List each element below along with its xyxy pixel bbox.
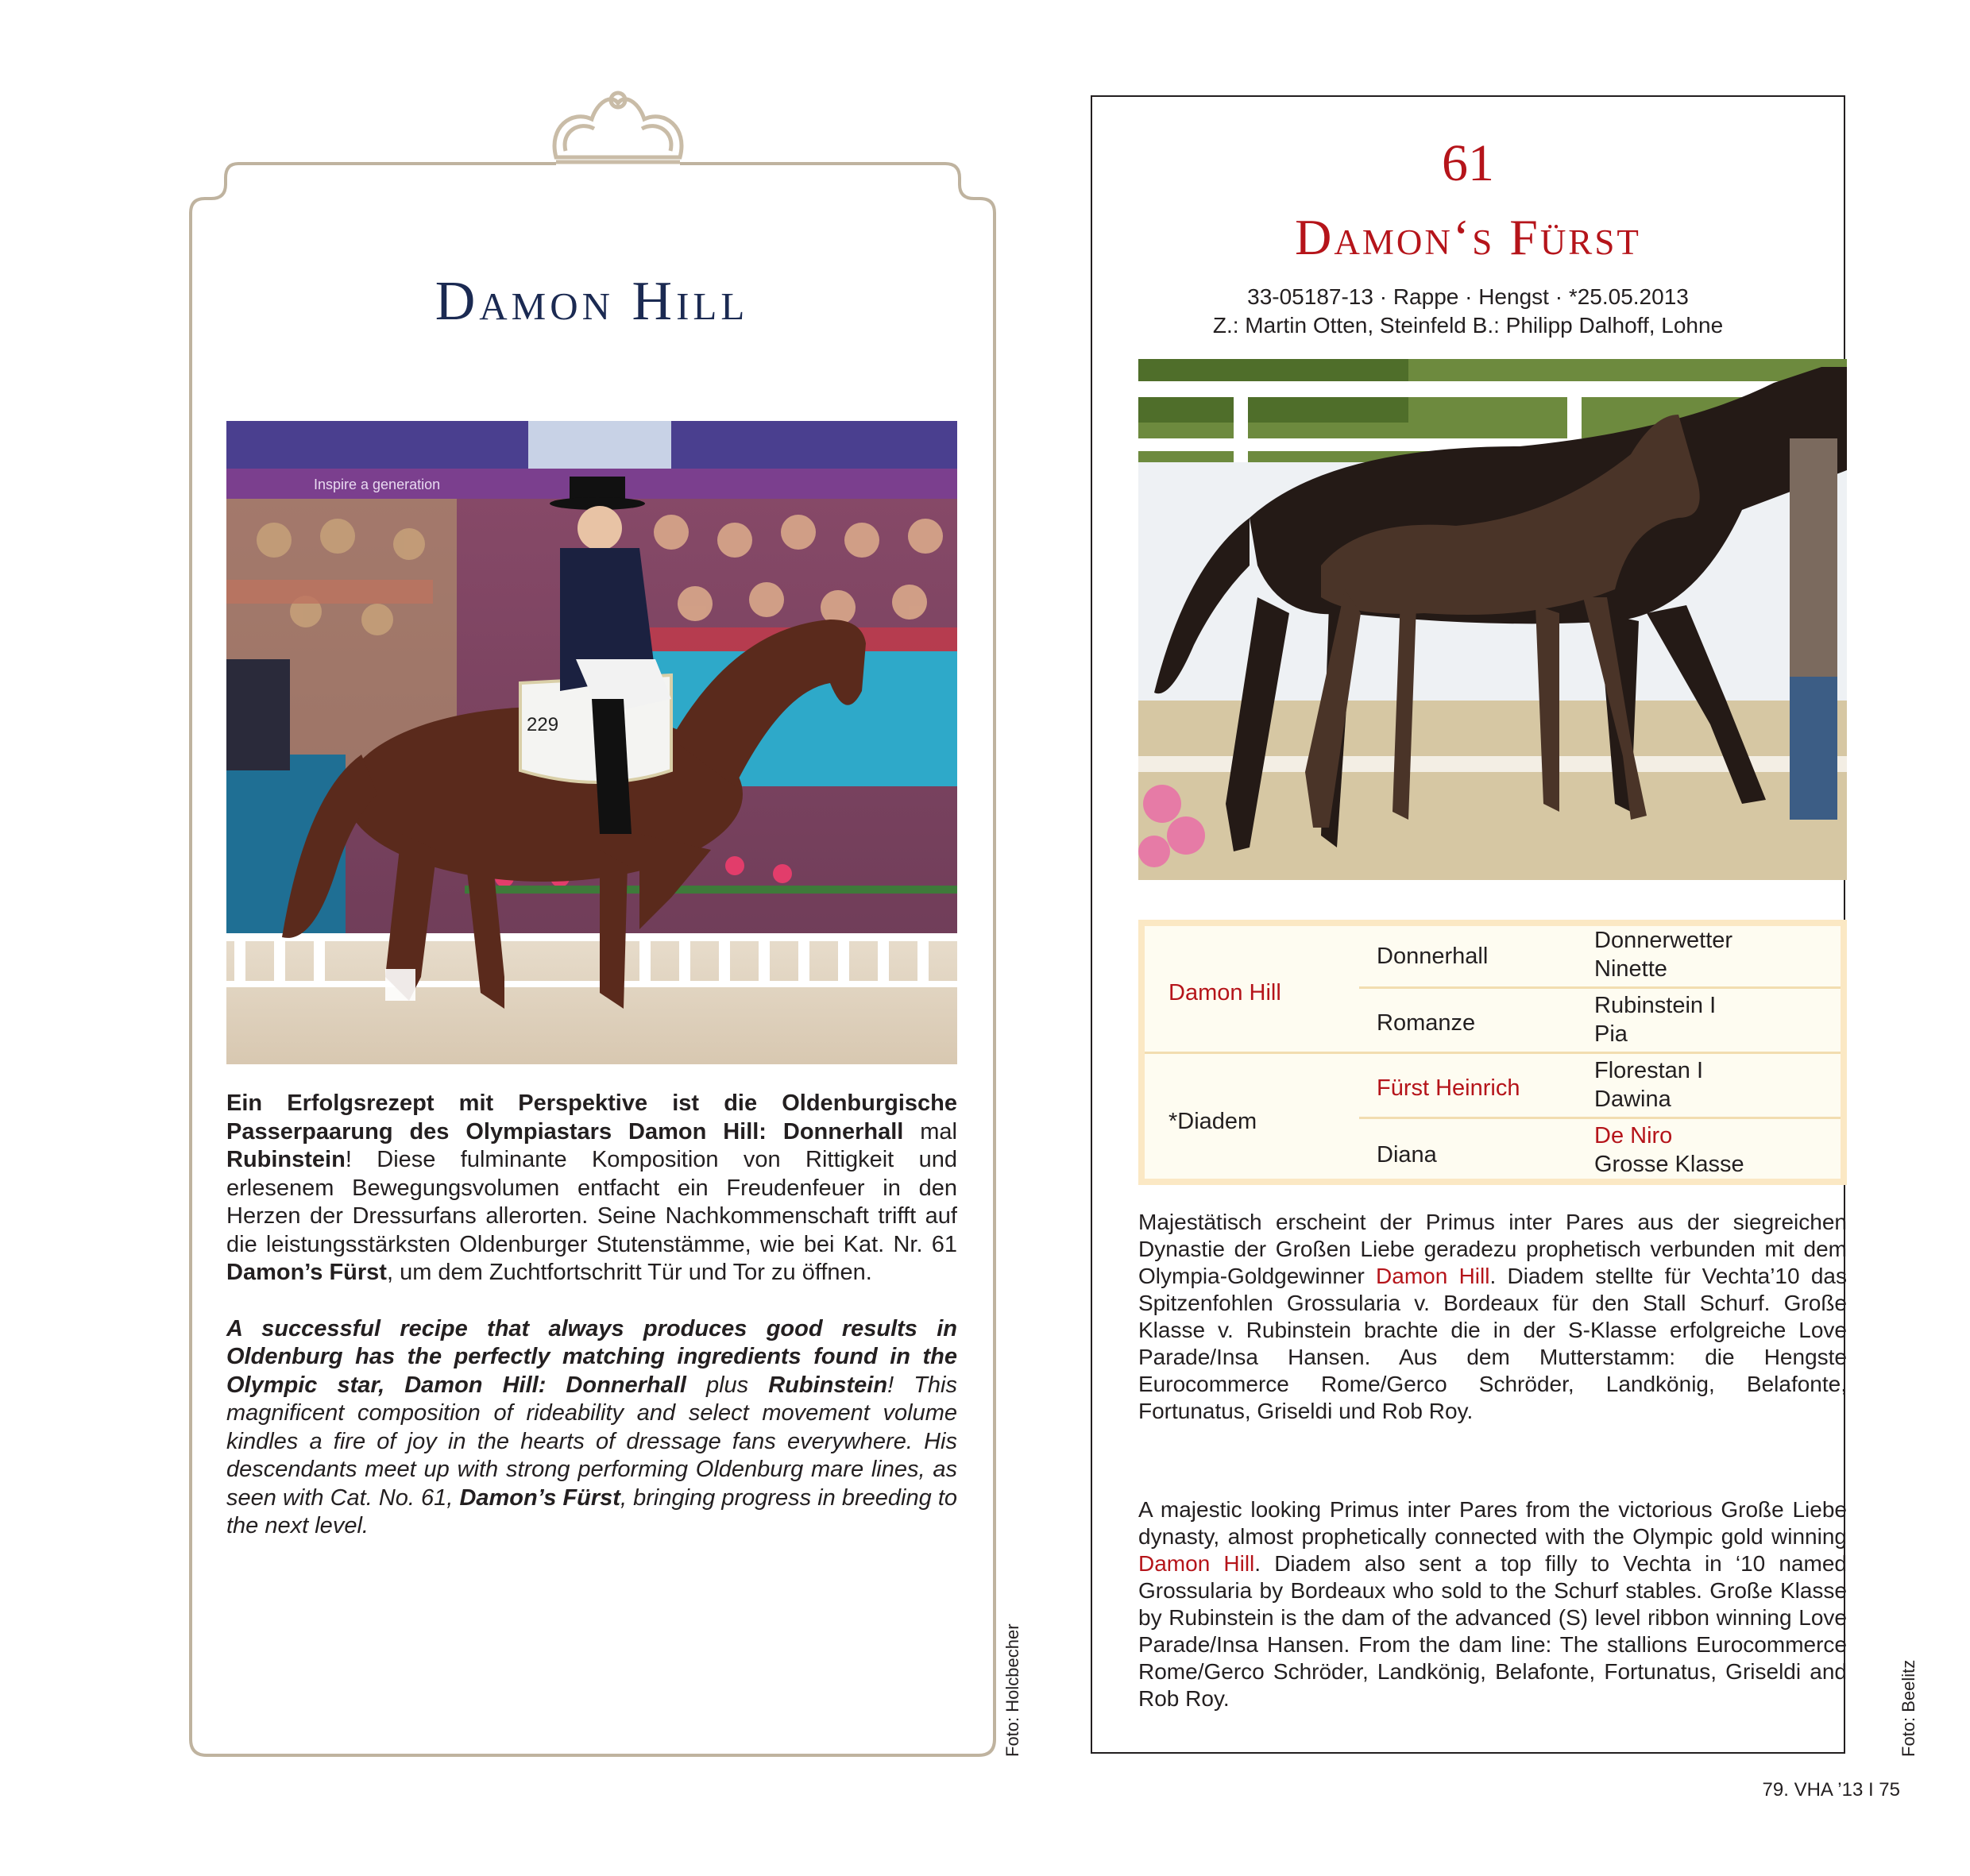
left-body-text xyxy=(226,1090,957,1541)
pedigree-dam: *Diadem xyxy=(1168,1109,1257,1134)
pedigree-table xyxy=(1138,920,1847,1185)
pedigree-sd: Romanze xyxy=(1377,1010,1476,1036)
pedigree-dds: De Niro xyxy=(1594,1123,1673,1148)
right-photo-credit: Foto: Beelitz xyxy=(1899,1659,1918,1757)
page-folio: 79. VHA ’13 I 75 xyxy=(1762,1779,1900,1801)
horse-title: Damon‘s Fürst xyxy=(1295,209,1641,265)
pedigree-ddd: Grosse Klasse xyxy=(1594,1152,1744,1177)
dressage-photo xyxy=(226,421,957,1064)
pedigree-sire: Damon Hill xyxy=(1168,980,1281,1006)
right-german-paragraph: Majestätisch erscheint der Primus inter Pares aus der siegreichen Dynastie der Großen Liebe geradezu prophetisch verbunden mit dem Olympia-Goldgewinner Damon Hill. Diadem stellte für Vechta’10 das Spitzenfohlen Grossularia v. Bordeaux für den Stall Schurf. Große Klasse v. Rubinstein brachte die in der S-Klasse erfolgreiche Love Parade/Insa Hansen. Aus dem Mutterstamm: die Hengste Eurocommerce Rome/Gerco Schröder, Landkönig, Belafonte, Fortunatus, Griseldi und Rob Roy. xyxy=(1138,1210,1847,1423)
pedigree-dd: Diana xyxy=(1377,1142,1437,1168)
pedigree-ss: Donnerhall xyxy=(1377,944,1489,969)
pedigree-sss: Donnerwetter xyxy=(1594,928,1733,953)
pedigree-sds: Rubinstein I xyxy=(1594,993,1717,1018)
pedigree-sdd: Pia xyxy=(1594,1021,1628,1047)
lot-number: 61 xyxy=(1442,134,1494,192)
pedigree-ds: Fürst Heinrich xyxy=(1377,1075,1520,1101)
mare-foal-photo xyxy=(1138,359,1847,880)
banner-text: Inspire a generation xyxy=(314,477,441,492)
pedigree-dsd: Dawina xyxy=(1594,1087,1671,1112)
left-photo-credit: Foto: Holcbecher xyxy=(1002,1623,1022,1757)
horse-meta-line1: 33-05187-13 · Rappe · Hengst · *25.05.2013 xyxy=(1247,284,1689,309)
pedigree-dss: Florestan I xyxy=(1594,1058,1703,1083)
right-english-paragraph: A majestic looking Primus inter Pares from the victorious Große Liebe dynasty, almost prophetically connected with the Olympic gold winning Damon Hill. Diadem also sent a top filly to Vechta in ‘10 named Grossularia by Bordeaux who sold to the Schurf stables. Große Klasse by Rubinstein is the dam of the advanced (S) level ribbon winning Love Parade/Insa Hansen. From the dam line: The stallions Eurocommerce Rome/Gerco Schröder, Landkönig, Belafonte, Fortunatus, Griseldi and Rob Roy. xyxy=(1138,1497,1847,1711)
left-english-paragraph: A successful recipe that always produces good results in Oldenburg has the perfectly matching ingredients found in the Olympic star, Damon Hill: Donnerhall plus Rubinstein! This magnificent composition of rideability and select movement volume kindles a fire of joy in the hearts of dressage fans everywhere. His descendants meet up with strong performing Oldenburg mare lines, as seen with Cat. No. 61, Damon’s Fürst, bringing progress in breeding to the next level. xyxy=(226,1315,958,1538)
left-german-paragraph: Ein Erfolgsrezept mit Perspektive ist die Oldenburgische Passerpaarung des Olympiastars Damon Hill: Donnerhall mal Rubinstein! Diese fulminante Komposition von Rittigkeit und erlesenem Bewegungsvolumen entfacht ein Freudenfeuer in den Herzen der Dressurfans allerorten. Seine Nachkommenschaft trifft auf die leistungsstärksten Oldenburger Stutenstämme, wie bei Kat. Nr. 61 Damon’s Fürst, um dem Zuchtfortschritt Tür und Tor zu öffnen. xyxy=(226,1090,957,1285)
horse-meta-line2: Z.: Martin Otten, Steinfeld B.: Philipp Dalhoff, Lohne xyxy=(1212,313,1724,338)
crown-icon xyxy=(554,93,682,162)
left-title: Damon Hill xyxy=(435,271,749,332)
saddle-number: 229 xyxy=(527,714,559,735)
pedigree-ssd: Ninette xyxy=(1594,956,1667,982)
pedigree-inner xyxy=(1145,926,1841,1179)
